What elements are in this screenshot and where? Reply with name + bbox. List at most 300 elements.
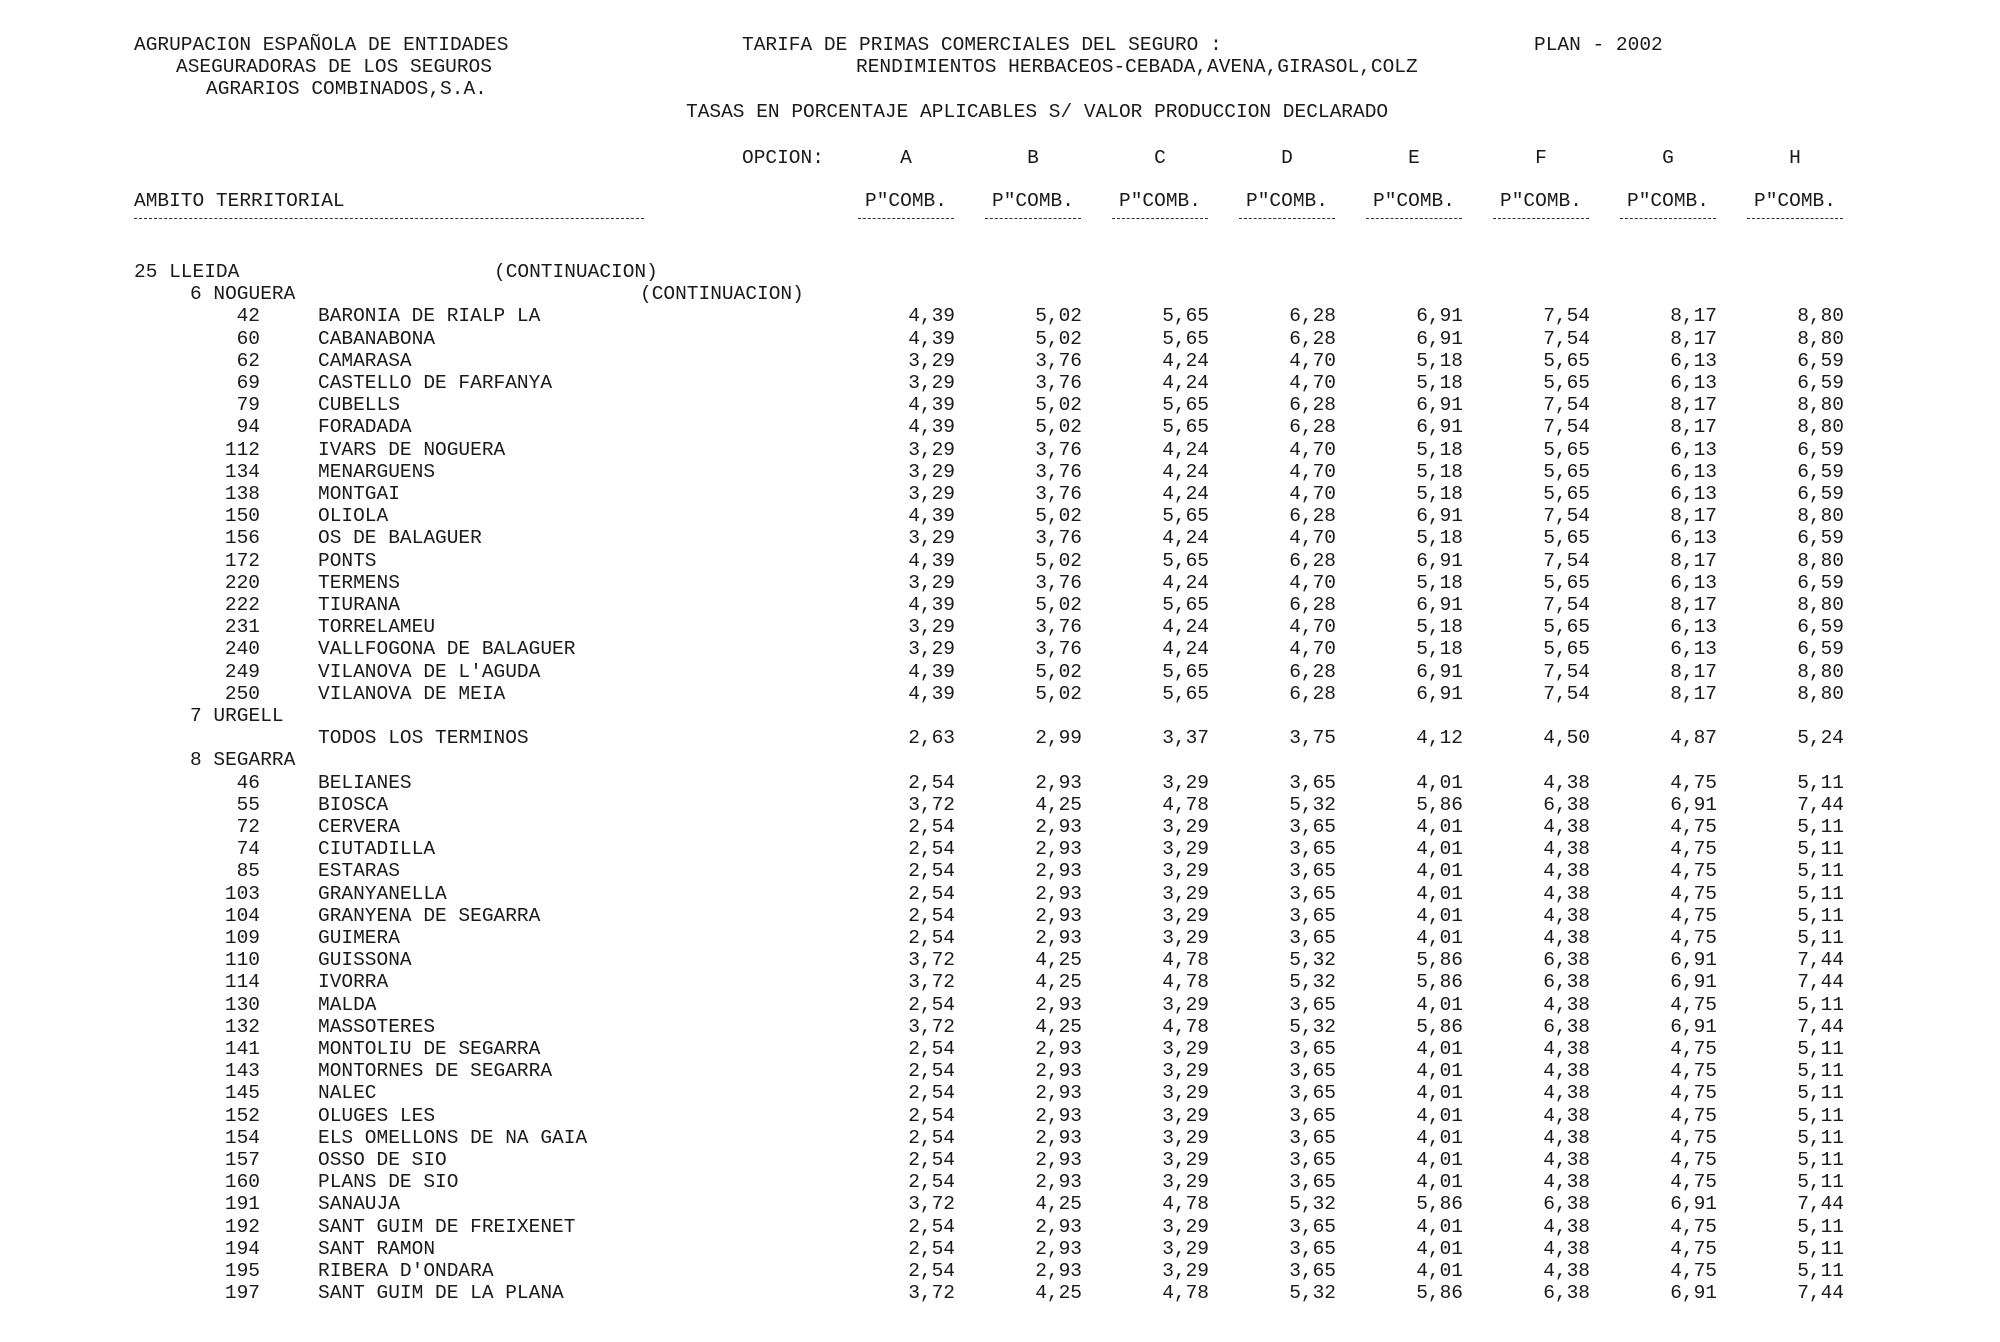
rate-value-a: 3,29 (908, 616, 955, 639)
rate-value-a: 4,39 (908, 505, 955, 528)
municipality-name: VILANOVA DE L'AGUDA (318, 660, 541, 683)
rate-value-h: 7,44 (1797, 949, 1844, 972)
rate-value-e: 6,91 (1416, 549, 1463, 572)
table-row (0, 883, 2000, 905)
column-header-a: P"COMB. (865, 190, 947, 212)
rate-value-b: 5,02 (1035, 327, 1082, 350)
municipality-name: MONTOLIU DE SEGARRA (318, 1038, 541, 1060)
municipality-name: SANT GUIM DE FREIXENET (318, 1215, 576, 1238)
rate-value-d: 3,65 (1289, 1237, 1336, 1260)
municipality-name: BARONIA DE RIALP LA (318, 305, 541, 328)
rate-value-d: 6,28 (1289, 305, 1336, 328)
rate-value-f: 4,38 (1543, 838, 1590, 861)
rate-value-b: 4,25 (1035, 1282, 1082, 1305)
municipality-name: PLANS DE SIO (318, 1171, 459, 1194)
rate-value-d: 5,32 (1289, 793, 1336, 816)
rate-value-e: 4,01 (1416, 882, 1463, 905)
rate-value-e: 5,86 (1416, 1193, 1463, 1216)
rate-value-g: 6,13 (1670, 527, 1717, 550)
rate-value-f: 7,54 (1543, 416, 1590, 439)
rate-value-a: 2,54 (908, 1171, 955, 1194)
rate-value-c: 4,78 (1162, 1193, 1209, 1216)
rate-value-a: 2,54 (908, 1082, 955, 1105)
rates-description: TASAS EN PORCENTAJE APLICABLES S/ VALOR PRODUCCION DECLARADO (686, 101, 1389, 123)
rate-value-g: 6,91 (1670, 793, 1717, 816)
option-letter-a: A (900, 147, 912, 169)
rate-value-e: 4,01 (1416, 1149, 1463, 1171)
rate-value-c: 5,65 (1162, 305, 1209, 328)
municipality-code: 150 (224, 505, 260, 528)
municipality-code: 156 (224, 527, 260, 550)
municipality-name: VALLFOGONA DE BALAGUER (318, 638, 576, 661)
rate-value-b: 5,02 (1035, 505, 1082, 528)
municipality-name: SANAUJA (318, 1193, 400, 1216)
rate-value-e: 6,91 (1416, 660, 1463, 683)
rate-value-h: 8,80 (1797, 660, 1844, 683)
rate-value-b: 5,02 (1035, 416, 1082, 439)
rate-value-f: 7,54 (1543, 394, 1590, 417)
table-row (0, 994, 2000, 1016)
rate-value-e: 5,86 (1416, 1015, 1463, 1038)
rate-value-f: 4,38 (1543, 1104, 1590, 1127)
table-row (0, 1127, 2000, 1149)
rate-value-g: 4,75 (1670, 1060, 1717, 1083)
rate-value-e: 4,01 (1416, 816, 1463, 838)
column-header-g: P"COMB. (1627, 190, 1709, 212)
rate-value-c: 4,78 (1162, 949, 1209, 972)
rate-value-h: 5,11 (1797, 1104, 1844, 1127)
province-row (0, 261, 2000, 283)
rate-value-a: 3,72 (908, 971, 955, 994)
rate-value-b: 3,76 (1035, 349, 1082, 372)
rate-value-e: 4,01 (1416, 993, 1463, 1016)
rate-value-c: 4,24 (1162, 372, 1209, 394)
rate-value-e: 5,18 (1416, 349, 1463, 372)
municipality-name: CABANABONA (318, 327, 436, 350)
rate-value-b: 3,76 (1035, 460, 1082, 483)
rate-value-d: 4,70 (1289, 483, 1336, 505)
rate-value-b: 2,93 (1035, 1260, 1082, 1282)
table-row (0, 661, 2000, 683)
rate-value-g: 8,17 (1670, 549, 1717, 572)
municipality-code: 194 (224, 1237, 260, 1260)
rate-value-a: 4,39 (908, 327, 955, 350)
rate-value-g: 8,17 (1670, 594, 1717, 616)
municipality-name: NALEC (318, 1082, 377, 1105)
org-line-2: ASEGURADORAS DE LOS SEGUROS (176, 56, 492, 78)
rate-value-f: 4,38 (1543, 1060, 1590, 1083)
rate-value-g: 4,75 (1670, 1237, 1717, 1260)
rate-value-d: 3,65 (1289, 838, 1336, 861)
rate-value-f: 4,38 (1543, 1260, 1590, 1282)
rate-value-h: 5,11 (1797, 993, 1844, 1016)
rate-value-d: 6,28 (1289, 327, 1336, 350)
rate-value-a: 2,54 (908, 1126, 955, 1149)
rate-value-a: 2,54 (908, 927, 955, 949)
municipality-code: 250 (224, 682, 260, 705)
rate-value-c: 4,24 (1162, 527, 1209, 550)
rate-value-f: 5,65 (1543, 527, 1590, 550)
rate-value-a: 3,72 (908, 1015, 955, 1038)
table-row (0, 461, 2000, 483)
column-header-f: P"COMB. (1500, 190, 1582, 212)
rate-value-b: 4,25 (1035, 1015, 1082, 1038)
table-row (0, 416, 2000, 438)
rate-value-b: 5,02 (1035, 305, 1082, 328)
rate-value-d: 4,70 (1289, 349, 1336, 372)
rate-value-h: 5,11 (1797, 1060, 1844, 1083)
rate-value-a: 2,54 (908, 816, 955, 838)
rate-value-d: 3,75 (1289, 727, 1336, 750)
table-row (0, 1260, 2000, 1282)
rate-value-h: 6,59 (1797, 616, 1844, 639)
municipality-name: PONTS (318, 549, 377, 572)
rate-value-g: 6,13 (1670, 438, 1717, 461)
municipality-code: 195 (224, 1260, 260, 1282)
municipality-code: 85 (236, 860, 260, 883)
municipality-name: MALDA (318, 993, 377, 1016)
rate-value-g: 4,75 (1670, 904, 1717, 927)
municipality-code: 249 (224, 660, 260, 683)
municipality-name: TODOS LOS TERMINOS (318, 727, 529, 750)
table-row (0, 1282, 2000, 1304)
table-row (0, 550, 2000, 572)
rate-value-b: 2,93 (1035, 771, 1082, 794)
rate-value-d: 3,65 (1289, 771, 1336, 794)
rate-value-b: 4,25 (1035, 793, 1082, 816)
rate-value-a: 3,29 (908, 483, 955, 505)
rate-value-f: 7,54 (1543, 305, 1590, 328)
rate-value-a: 2,54 (908, 1149, 955, 1171)
rate-value-e: 5,86 (1416, 1282, 1463, 1305)
option-letter-h: H (1789, 147, 1801, 169)
municipality-code: 103 (224, 882, 260, 905)
municipality-name: RIBERA D'ONDARA (318, 1260, 494, 1282)
rate-value-e: 5,86 (1416, 949, 1463, 972)
municipality-code: 60 (236, 327, 260, 350)
rate-value-c: 3,29 (1162, 993, 1209, 1016)
rate-value-c: 3,29 (1162, 1171, 1209, 1194)
municipality-name: MONTGAI (318, 483, 400, 505)
rate-value-a: 2,54 (908, 1060, 955, 1083)
rate-value-d: 3,65 (1289, 904, 1336, 927)
rate-value-d: 6,28 (1289, 682, 1336, 705)
municipality-code: 220 (224, 571, 260, 594)
option-letter-d: D (1281, 147, 1293, 169)
header-rule (134, 218, 644, 219)
rate-value-a: 2,54 (908, 1237, 955, 1260)
table-row (0, 905, 2000, 927)
rate-value-c: 5,65 (1162, 594, 1209, 616)
municipality-code: 222 (224, 594, 260, 616)
municipality-name: SANT GUIM DE LA PLANA (318, 1282, 564, 1305)
municipality-code: 72 (236, 816, 260, 838)
rate-value-c: 3,29 (1162, 1260, 1209, 1282)
rate-value-e: 4,01 (1416, 1038, 1463, 1060)
rate-value-d: 5,32 (1289, 1193, 1336, 1216)
rate-value-g: 8,17 (1670, 305, 1717, 328)
rate-value-h: 7,44 (1797, 971, 1844, 994)
rate-value-a: 3,29 (908, 638, 955, 661)
rate-value-c: 3,29 (1162, 860, 1209, 883)
municipality-name: MENARGUENS (318, 460, 436, 483)
rate-value-c: 5,65 (1162, 416, 1209, 439)
rate-value-f: 4,38 (1543, 1082, 1590, 1105)
rate-value-d: 6,28 (1289, 505, 1336, 528)
municipality-name: CASTELLO DE FARFANYA (318, 372, 553, 394)
rate-value-g: 4,75 (1670, 1126, 1717, 1149)
rate-value-g: 4,75 (1670, 1038, 1717, 1060)
rate-value-c: 5,65 (1162, 394, 1209, 417)
municipality-name: FORADADA (318, 416, 412, 439)
rate-value-d: 6,28 (1289, 394, 1336, 417)
municipality-name: MONTORNES DE SEGARRA (318, 1060, 553, 1083)
rate-value-c: 4,24 (1162, 483, 1209, 505)
rate-value-a: 2,54 (908, 1104, 955, 1127)
rate-value-b: 2,93 (1035, 1126, 1082, 1149)
rate-value-e: 5,86 (1416, 971, 1463, 994)
column-rule-c (1112, 218, 1208, 219)
rate-value-e: 4,01 (1416, 1171, 1463, 1194)
rate-value-g: 4,75 (1670, 993, 1717, 1016)
rate-value-a: 2,54 (908, 1038, 955, 1060)
rate-value-f: 7,54 (1543, 549, 1590, 572)
rate-value-h: 8,80 (1797, 682, 1844, 705)
rate-value-h: 7,44 (1797, 793, 1844, 816)
rate-value-g: 8,17 (1670, 682, 1717, 705)
rate-value-h: 5,11 (1797, 1237, 1844, 1260)
rate-value-f: 5,65 (1543, 460, 1590, 483)
rate-value-h: 8,80 (1797, 327, 1844, 350)
municipality-code: 79 (236, 394, 260, 417)
municipality-name: BELIANES (318, 771, 412, 794)
municipality-name: ESTARAS (318, 860, 400, 883)
rate-value-g: 6,91 (1670, 949, 1717, 972)
rate-value-h: 5,11 (1797, 1149, 1844, 1171)
rate-value-e: 6,91 (1416, 327, 1463, 350)
rate-value-d: 4,70 (1289, 571, 1336, 594)
rate-value-d: 3,65 (1289, 1082, 1336, 1105)
rate-value-d: 3,65 (1289, 1126, 1336, 1149)
rate-value-c: 3,29 (1162, 1149, 1209, 1171)
table-row (0, 683, 2000, 705)
rate-value-e: 4,01 (1416, 1215, 1463, 1238)
rate-value-g: 6,91 (1670, 971, 1717, 994)
rate-value-d: 3,65 (1289, 993, 1336, 1016)
rate-value-h: 6,59 (1797, 527, 1844, 550)
rate-value-b: 4,25 (1035, 949, 1082, 972)
rate-value-a: 4,39 (908, 682, 955, 705)
rate-value-c: 3,29 (1162, 1126, 1209, 1149)
municipality-name: OSSO DE SIO (318, 1149, 447, 1171)
rate-value-c: 3,29 (1162, 1060, 1209, 1083)
municipality-code: 145 (224, 1082, 260, 1105)
rate-value-e: 4,01 (1416, 1237, 1463, 1260)
rate-value-b: 2,93 (1035, 1171, 1082, 1194)
rate-value-f: 6,38 (1543, 1282, 1590, 1305)
rate-value-g: 8,17 (1670, 327, 1717, 350)
rate-value-e: 4,01 (1416, 1060, 1463, 1083)
rate-value-e: 5,86 (1416, 793, 1463, 816)
rate-value-c: 5,65 (1162, 549, 1209, 572)
rate-value-g: 8,17 (1670, 660, 1717, 683)
group-row (0, 749, 2000, 771)
rate-value-h: 5,11 (1797, 816, 1844, 838)
rate-value-f: 4,38 (1543, 860, 1590, 883)
rate-value-a: 3,29 (908, 349, 955, 372)
rate-value-e: 6,91 (1416, 505, 1463, 528)
rate-value-c: 4,78 (1162, 1015, 1209, 1038)
province-label: 25 LLEIDA (134, 261, 240, 283)
rate-value-b: 5,02 (1035, 394, 1082, 417)
rate-value-a: 4,39 (908, 416, 955, 439)
rate-value-f: 4,38 (1543, 927, 1590, 949)
rate-value-d: 3,65 (1289, 1149, 1336, 1171)
rate-value-h: 6,59 (1797, 349, 1844, 372)
rate-value-f: 6,38 (1543, 1015, 1590, 1038)
rate-value-h: 8,80 (1797, 549, 1844, 572)
rate-value-h: 5,11 (1797, 771, 1844, 794)
municipality-name: CERVERA (318, 816, 400, 838)
rate-value-g: 4,87 (1670, 727, 1717, 750)
column-rule-f (1493, 218, 1589, 219)
municipality-code: 152 (224, 1104, 260, 1127)
table-row (0, 1016, 2000, 1038)
rate-value-d: 6,28 (1289, 416, 1336, 439)
rate-value-d: 3,65 (1289, 1171, 1336, 1194)
municipality-name: BIOSCA (318, 793, 389, 816)
rate-value-c: 4,24 (1162, 438, 1209, 461)
rate-value-c: 3,37 (1162, 727, 1209, 750)
rate-value-d: 3,65 (1289, 927, 1336, 949)
rate-value-a: 3,29 (908, 460, 955, 483)
municipality-name: MASSOTERES (318, 1015, 436, 1038)
rate-value-f: 6,38 (1543, 949, 1590, 972)
municipality-code: 69 (236, 372, 260, 394)
rate-value-a: 4,39 (908, 394, 955, 417)
rate-value-h: 8,80 (1797, 505, 1844, 528)
table-row (0, 394, 2000, 416)
rate-value-g: 4,75 (1670, 1260, 1717, 1282)
rate-value-h: 6,59 (1797, 372, 1844, 394)
column-rule-a (858, 218, 954, 219)
rate-value-e: 4,01 (1416, 927, 1463, 949)
rate-value-f: 4,38 (1543, 771, 1590, 794)
table-row (0, 1105, 2000, 1127)
rate-value-f: 4,38 (1543, 1038, 1590, 1060)
rate-value-h: 5,11 (1797, 1082, 1844, 1105)
table-row (0, 1171, 2000, 1193)
rate-value-g: 4,75 (1670, 1104, 1717, 1127)
municipality-code: 157 (224, 1149, 260, 1171)
rate-value-f: 5,65 (1543, 349, 1590, 372)
rate-value-b: 2,93 (1035, 904, 1082, 927)
column-header-h: P"COMB. (1754, 190, 1836, 212)
option-letter-b: B (1027, 147, 1039, 169)
rate-value-a: 4,39 (908, 549, 955, 572)
municipality-code: 138 (224, 483, 260, 505)
rate-value-e: 6,91 (1416, 416, 1463, 439)
group-label: 7 URGELL (190, 705, 284, 727)
rate-value-h: 8,80 (1797, 594, 1844, 616)
rate-value-c: 5,65 (1162, 660, 1209, 683)
municipality-code: 141 (224, 1038, 260, 1060)
rate-value-g: 4,75 (1670, 927, 1717, 949)
rate-value-e: 5,18 (1416, 372, 1463, 394)
rate-value-b: 3,76 (1035, 571, 1082, 594)
table-row (0, 594, 2000, 616)
table-row (0, 638, 2000, 660)
table-row (0, 1038, 2000, 1060)
rate-value-f: 5,65 (1543, 483, 1590, 505)
rate-value-f: 4,38 (1543, 904, 1590, 927)
municipality-code: 231 (224, 616, 260, 639)
rate-value-a: 2,54 (908, 1260, 955, 1282)
rate-value-f: 5,65 (1543, 616, 1590, 639)
rate-value-d: 4,70 (1289, 372, 1336, 394)
column-header-d: P"COMB. (1246, 190, 1328, 212)
rate-value-h: 5,11 (1797, 1126, 1844, 1149)
rate-value-e: 5,18 (1416, 616, 1463, 639)
org-line-3: AGRARIOS COMBINADOS,S.A. (206, 78, 487, 100)
rate-value-e: 6,91 (1416, 682, 1463, 705)
municipality-name: IVARS DE NOGUERA (318, 438, 506, 461)
table-row (0, 350, 2000, 372)
rate-value-g: 4,75 (1670, 1082, 1717, 1105)
table-row (0, 727, 2000, 749)
municipality-code: 132 (224, 1015, 260, 1038)
rate-value-b: 3,76 (1035, 438, 1082, 461)
rate-value-d: 5,32 (1289, 1015, 1336, 1038)
rate-value-f: 5,65 (1543, 438, 1590, 461)
rate-value-e: 6,91 (1416, 305, 1463, 328)
table-row (0, 860, 2000, 882)
municipality-name: TIURANA (318, 594, 400, 616)
municipality-code: 74 (236, 838, 260, 861)
rate-value-b: 2,93 (1035, 927, 1082, 949)
rate-value-h: 5,11 (1797, 1038, 1844, 1060)
municipality-code: 46 (236, 771, 260, 794)
column-rule-e (1366, 218, 1462, 219)
rate-value-f: 7,54 (1543, 660, 1590, 683)
option-letter-e: E (1408, 147, 1420, 169)
rate-value-c: 3,29 (1162, 1038, 1209, 1060)
rate-value-g: 6,91 (1670, 1282, 1717, 1305)
rate-value-d: 6,28 (1289, 660, 1336, 683)
rate-value-h: 6,59 (1797, 638, 1844, 661)
table-row (0, 328, 2000, 350)
municipality-name: CIUTADILLA (318, 838, 436, 861)
municipality-code: 197 (224, 1282, 260, 1305)
rate-value-h: 6,59 (1797, 460, 1844, 483)
rate-value-c: 3,29 (1162, 816, 1209, 838)
municipality-code: 104 (224, 904, 260, 927)
municipality-code: 112 (224, 438, 260, 461)
rate-value-g: 4,75 (1670, 1149, 1717, 1171)
rate-value-b: 2,93 (1035, 838, 1082, 861)
municipality-name: OLUGES LES (318, 1104, 436, 1127)
municipality-code: 94 (236, 416, 260, 439)
rate-value-g: 6,13 (1670, 638, 1717, 661)
rate-value-e: 4,01 (1416, 1082, 1463, 1105)
rate-value-a: 3,29 (908, 571, 955, 594)
rate-value-a: 4,39 (908, 305, 955, 328)
municipality-name: IVORRA (318, 971, 389, 994)
rate-value-a: 3,72 (908, 1193, 955, 1216)
rate-value-f: 4,38 (1543, 1237, 1590, 1260)
table-row (0, 1149, 2000, 1171)
table-row (0, 1082, 2000, 1104)
